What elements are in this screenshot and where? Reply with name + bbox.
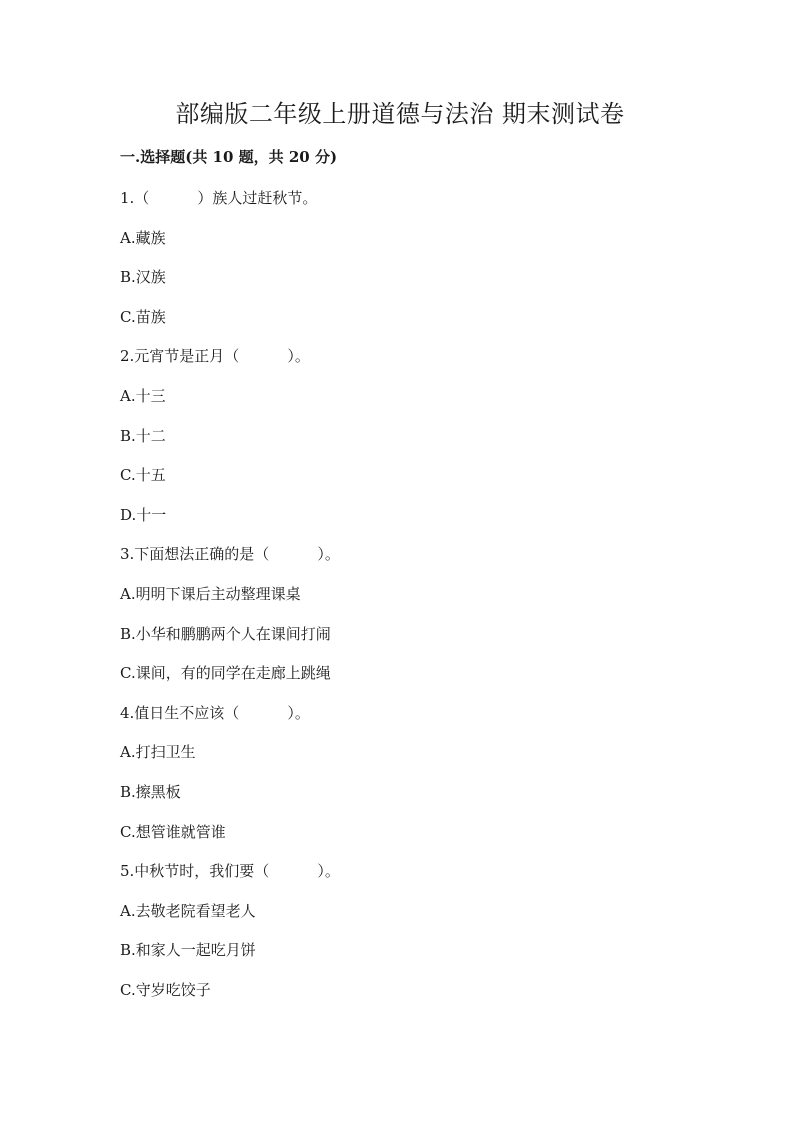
option: C.课间，有的同学在走廊上跳绳: [120, 664, 331, 683]
page-title: 部编版二年级上册道德与法治 期末测试卷: [175, 100, 625, 128]
stem-before: 1.（: [120, 189, 150, 207]
option: B.擦黑板: [120, 782, 181, 801]
section-heading: 一.选择题(共 10 题，共 20 分): [120, 148, 338, 166]
stem-before: 3.下面想法正确的是（: [120, 545, 270, 564]
stem-after: ）。: [287, 703, 310, 722]
stem-before: 5.中秋节时，我们要（: [120, 862, 270, 881]
option: C.想管谁就管谁: [120, 822, 226, 841]
option: C.守岁吃饺子: [120, 980, 211, 999]
option: B.小华和鹏鹏两个人在课间打闹: [120, 624, 331, 643]
stem-after: ）。: [287, 347, 310, 366]
option: B.汉族: [120, 268, 166, 287]
question-stem: [120, 861, 720, 901]
option: A.十三: [120, 386, 166, 405]
stem-after: ）族人过赶秋节。: [197, 189, 318, 207]
stem-before: 2.元宵节是正月（: [120, 347, 240, 366]
stem-after: ）。: [317, 862, 340, 881]
option: D.十一: [120, 505, 167, 524]
stem-after: ）。: [317, 545, 340, 564]
question-stem: [120, 188, 720, 228]
option: A.打扫卫生: [120, 743, 196, 762]
option: B.和家人一起吃月饼: [120, 941, 256, 960]
question-stem: [120, 346, 720, 386]
option: C.十五: [120, 466, 166, 485]
option: A.明明下课后主动整理课桌: [120, 584, 301, 603]
option: C.苗族: [120, 307, 166, 326]
stem-before: 4.值日生不应该（: [120, 703, 240, 722]
option: A.去敬老院看望老人: [120, 901, 256, 920]
question-list: [120, 188, 720, 1019]
option: B.十二: [120, 426, 166, 445]
option: A.藏族: [120, 228, 166, 247]
question-stem: [120, 544, 720, 584]
question-stem: [120, 703, 720, 743]
